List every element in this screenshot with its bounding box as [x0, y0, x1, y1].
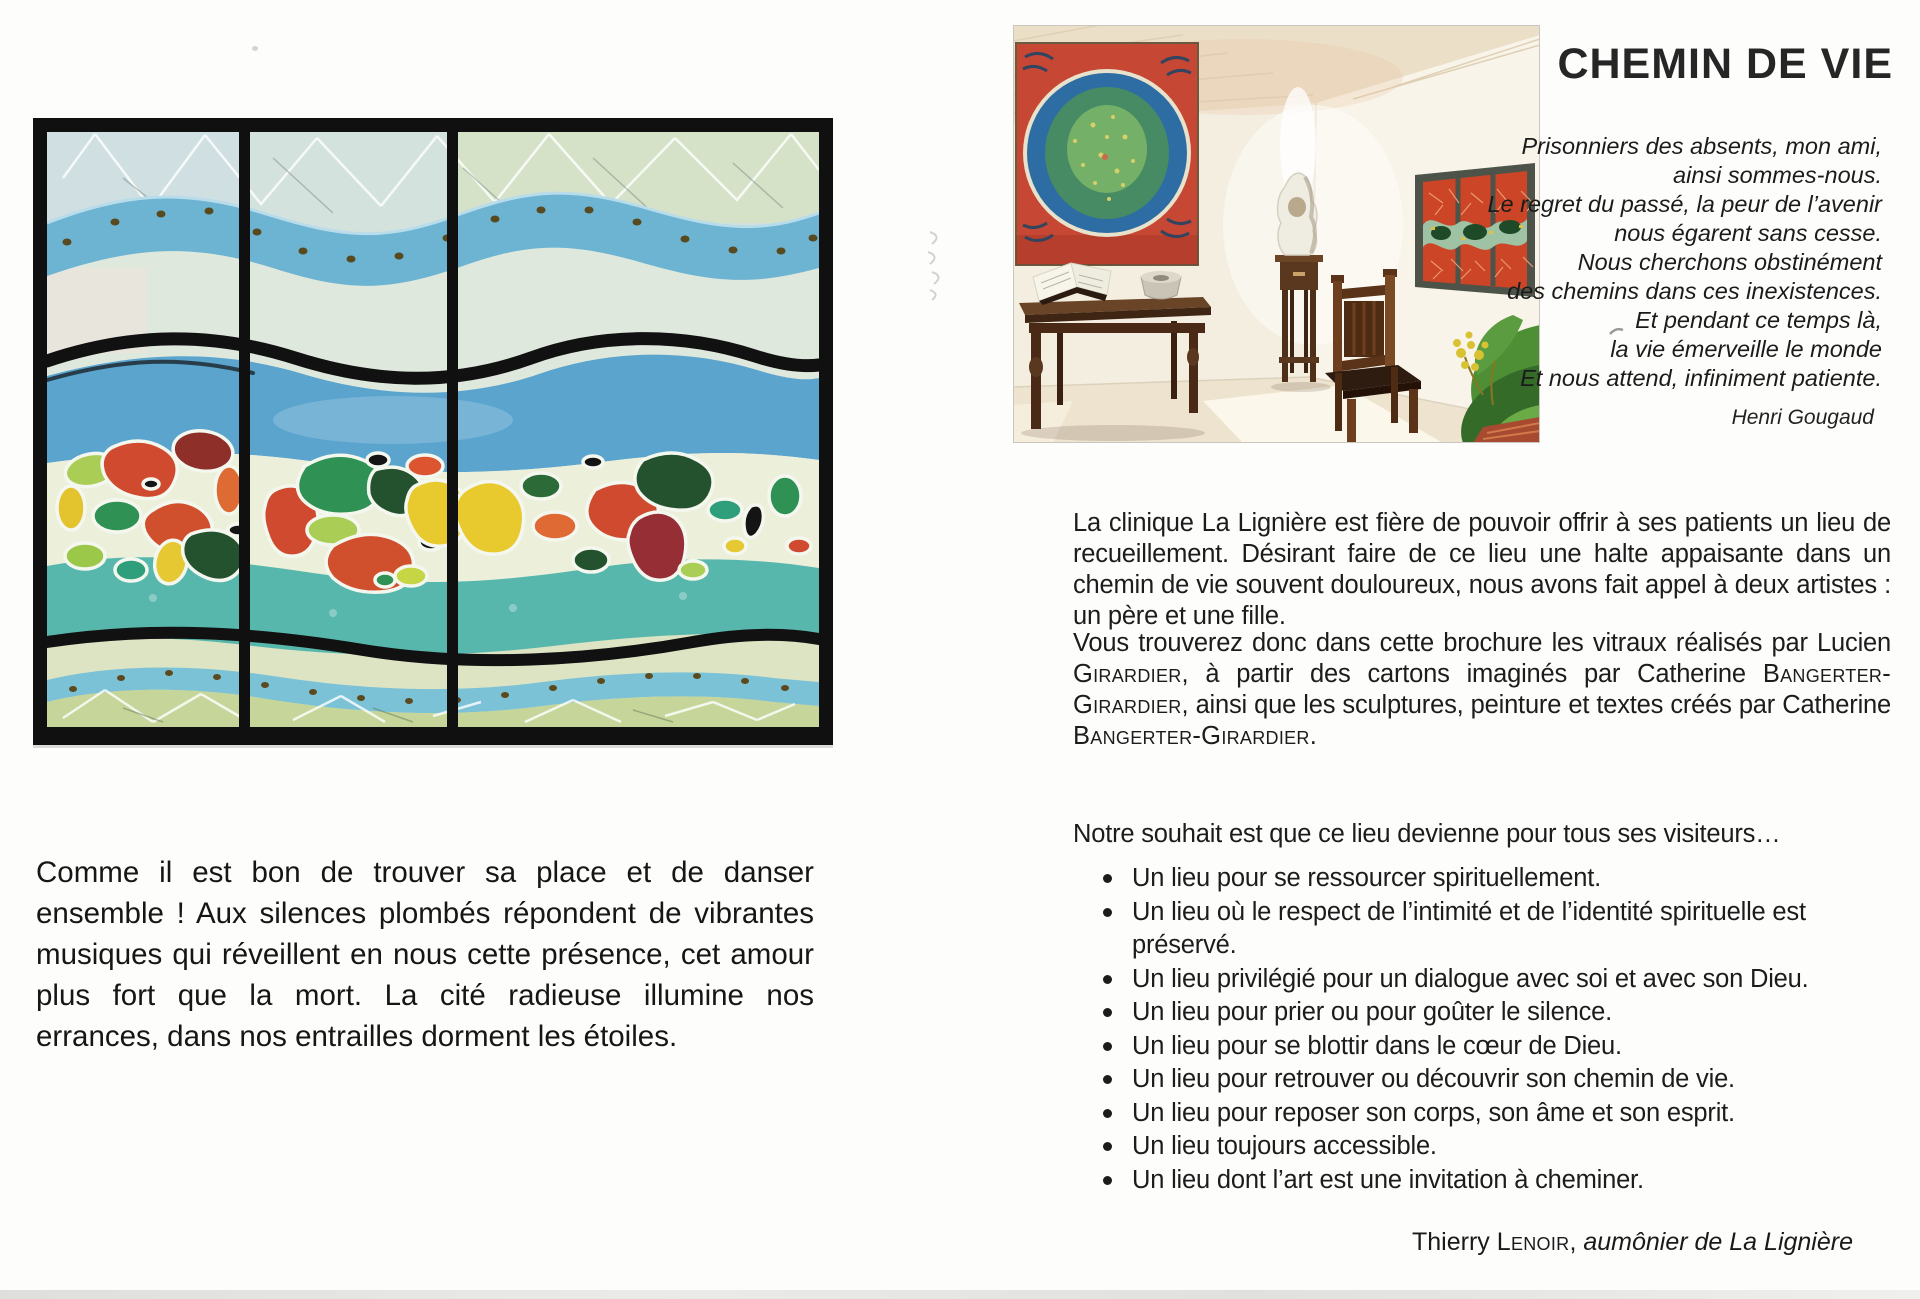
text-segment: Girardier — [1073, 660, 1182, 688]
poem-line: Le regret du passé, la peur de l’avenir — [1487, 191, 1882, 217]
wish-list-item: Un lieu pour retrouver ou découvrir son chemin de vie. — [1094, 1063, 1864, 1097]
poem-line: Prisonniers des absents, mon ami, — [1521, 133, 1882, 159]
stained-glass-svg — [33, 118, 833, 745]
text-segment: Lenoir — [1496, 1228, 1570, 1256]
intro-paragraph-2 — [1073, 628, 1891, 752]
wish-list-item: Un lieu pour se blottir dans le cœur de Dieu. — [1094, 1030, 1864, 1064]
scan-dust — [252, 46, 258, 51]
wish-line: Notre souhait est que ce lieu devienne pour tous ses visiteurs… — [1073, 820, 1781, 848]
page-title: CHEMIN DE VIE — [1557, 40, 1893, 88]
poem-line: ainsi sommes-nous. — [1673, 162, 1882, 188]
text-segment: Bangerter-Girardier — [1073, 660, 1891, 719]
poem-line: Et nous attend, infiniment patiente. — [1520, 365, 1882, 391]
wish-list-item: Un lieu où le respect de l’intimité et de l’identité spirituelle est préservé. — [1094, 896, 1864, 963]
text-segment: aumônier de La Lignière — [1583, 1228, 1853, 1256]
wish-list-item: Un lieu dont l’art est une invitation à cheminer. — [1094, 1164, 1864, 1198]
wish-list — [1094, 862, 1864, 1197]
text-segment: Thierry — [1412, 1228, 1497, 1256]
scan-edge-strip — [0, 1290, 1920, 1299]
text-segment: , à partir des cartons imaginés par Catherine — [1181, 660, 1763, 688]
text-segment: , — [1569, 1228, 1584, 1256]
text-segment: . — [1309, 722, 1317, 750]
poem-line: la vie émerveille le monde — [1610, 336, 1882, 362]
poem-line: nous égarent sans cesse. — [1614, 220, 1882, 246]
text-segment: Bangerter-Girardier — [1073, 722, 1310, 750]
poem-author: Henri Gougaud — [1731, 406, 1874, 429]
wish-list-item: Un lieu privilégié pour un dialogue avec soi et avec son Dieu. — [1094, 963, 1864, 997]
wish-list-item: Un lieu pour prier ou pour goûter le silence. — [1094, 996, 1864, 1030]
left-page-paragraph: Comme il est bon de trouver sa place et de danser ensemble ! Aux silences plombés répondent de vibrantes musiques qui réveillent en nous cette présence, cet amour plus fort que la mort. La cité radieuse illumine nos errances, dans nos entrailles dorment les étoiles. — [36, 856, 814, 1053]
wish-list-item: Un lieu toujours accessible. — [1094, 1130, 1864, 1164]
poem — [1262, 132, 1882, 393]
text-segment: Vous trouverez donc dans cette brochure les vitraux réalisés par Lucien — [1073, 629, 1891, 657]
scan-fold-marks — [922, 226, 948, 302]
bowl — [1141, 271, 1181, 299]
poem-line: Nous cherchons obstinément — [1577, 249, 1882, 275]
wish-list-item: Un lieu pour se ressourcer spirituellement. — [1094, 862, 1864, 896]
intro-paragraph-1: La clinique La Lignière est fière de pouvoir offrir à ses patients un lieu de recueillement. Désirant faire de ce lieu une halte appaisante dans un chemin de vie souvent douloureux, nous avons fait appel à deux artistes : un père et une fille. — [1073, 509, 1891, 630]
stained-glass-artwork — [33, 118, 833, 745]
text-segment: , ainsi que les sculptures, peinture et textes créés par Catherine — [1181, 691, 1891, 719]
signature — [1412, 1228, 1853, 1257]
circle-painting — [1016, 43, 1198, 265]
wish-list-item: Un lieu pour reposer son corps, son âme et son esprit. — [1094, 1097, 1864, 1131]
poem-line: des chemins dans ces inexistences. — [1507, 278, 1882, 304]
poem-line: Et pendant ce temps là, — [1635, 307, 1882, 333]
